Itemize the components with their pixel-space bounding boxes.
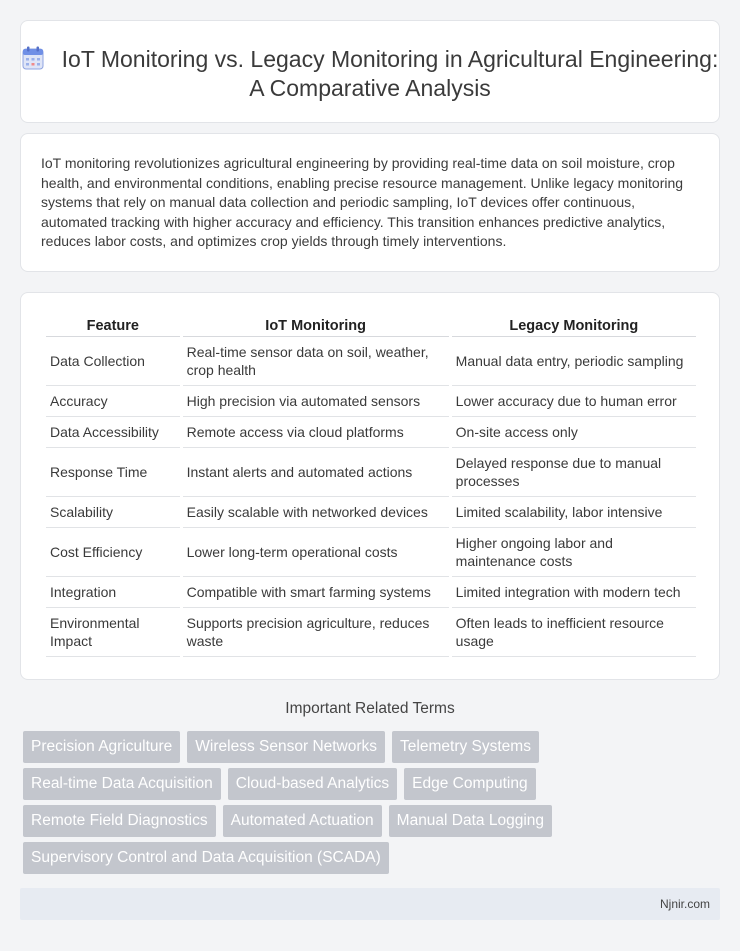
cell-feature: Environmental Impact: [46, 608, 180, 657]
header-legacy: Legacy Monitoring: [452, 315, 696, 337]
cell-legacy: On-site access only: [452, 417, 696, 448]
cell-feature: Integration: [46, 577, 180, 608]
cell-legacy: Higher ongoing labor and maintenance costs: [452, 528, 696, 577]
related-terms-list: [23, 731, 723, 879]
comparison-table: [43, 315, 699, 657]
cell-legacy: Manual data entry, periodic sampling: [452, 337, 696, 386]
table-row: [46, 528, 696, 577]
table-header-row: [46, 315, 696, 337]
tag-scada[interactable]: Supervisory Control and Data Acquisition (SCADA): [23, 842, 389, 874]
cell-feature: Response Time: [46, 448, 180, 497]
table-row: [46, 337, 696, 386]
cell-iot: Easily scalable with networked devices: [183, 497, 449, 528]
comparison-table-card: [20, 292, 720, 680]
table-row: [46, 386, 696, 417]
table-row: [46, 577, 696, 608]
cell-iot: Lower long-term operational costs: [183, 528, 449, 577]
tag-manual-data-logging[interactable]: Manual Data Logging: [389, 805, 552, 837]
table-row: [46, 417, 696, 448]
cell-iot: Real-time sensor data on soil, weather, crop health: [183, 337, 449, 386]
header-iot: IoT Monitoring: [183, 315, 449, 337]
cell-feature: Data Accessibility: [46, 417, 180, 448]
cell-legacy: Limited scalability, labor intensive: [452, 497, 696, 528]
cell-iot: Supports precision agriculture, reduces waste: [183, 608, 449, 657]
header-feature: Feature: [46, 315, 180, 337]
cell-legacy: Delayed response due to manual processes: [452, 448, 696, 497]
cell-legacy: Lower accuracy due to human error: [452, 386, 696, 417]
title-card: [20, 20, 720, 123]
cell-feature: Accuracy: [46, 386, 180, 417]
table-row: [46, 448, 696, 497]
tag-remote-field-diagnostics[interactable]: Remote Field Diagnostics: [23, 805, 216, 837]
footer: [20, 888, 720, 920]
calendar-document-icon: [22, 46, 44, 70]
cell-iot: Compatible with smart farming systems: [183, 577, 449, 608]
tag-cloud-based-analytics[interactable]: Cloud-based Analytics: [228, 768, 397, 800]
tag-wireless-sensor-networks[interactable]: Wireless Sensor Networks: [187, 731, 385, 763]
cell-feature: Data Collection: [46, 337, 180, 386]
cell-legacy: Often leads to inefficient resource usage: [452, 608, 696, 657]
related-terms-title: Important Related Terms: [285, 700, 455, 717]
tag-real-time-data-acquisition[interactable]: Real-time Data Acquisition: [23, 768, 221, 800]
page-title-wrap: [21, 45, 719, 103]
table-row: [46, 497, 696, 528]
page-title: IoT Monitoring vs. Legacy Monitoring in Agricultural Engineering: A Comparative Analysis: [61, 46, 719, 101]
summary-card: [20, 133, 720, 272]
summary-text: IoT monitoring revolutionizes agricultural engineering by providing real-time data on soil moisture, crop health, and environmental conditions, enabling precise resource management. Unlike legacy monitoring systems that rely on manual data collection and periodic sampling, IoT devices offer continuous, automated tracking with higher accuracy and efficiency. This transition enhances predictive analytics, reduces labor costs, and optimizes crop yields through timely interventions.: [41, 155, 684, 250]
cell-iot: Remote access via cloud platforms: [183, 417, 449, 448]
table-row: [46, 608, 696, 657]
tag-automated-actuation[interactable]: Automated Actuation: [223, 805, 382, 837]
cell-feature: Scalability: [46, 497, 180, 528]
cell-legacy: Limited integration with modern tech: [452, 577, 696, 608]
footer-site-link[interactable]: Njnir.com: [659, 897, 710, 911]
cell-iot: Instant alerts and automated actions: [183, 448, 449, 497]
tag-precision-agriculture[interactable]: Precision Agriculture: [23, 731, 180, 763]
cell-iot: High precision via automated sensors: [183, 386, 449, 417]
cell-feature: Cost Efficiency: [46, 528, 180, 577]
tag-edge-computing[interactable]: Edge Computing: [404, 768, 535, 800]
tag-telemetry-systems[interactable]: Telemetry Systems: [392, 731, 539, 763]
